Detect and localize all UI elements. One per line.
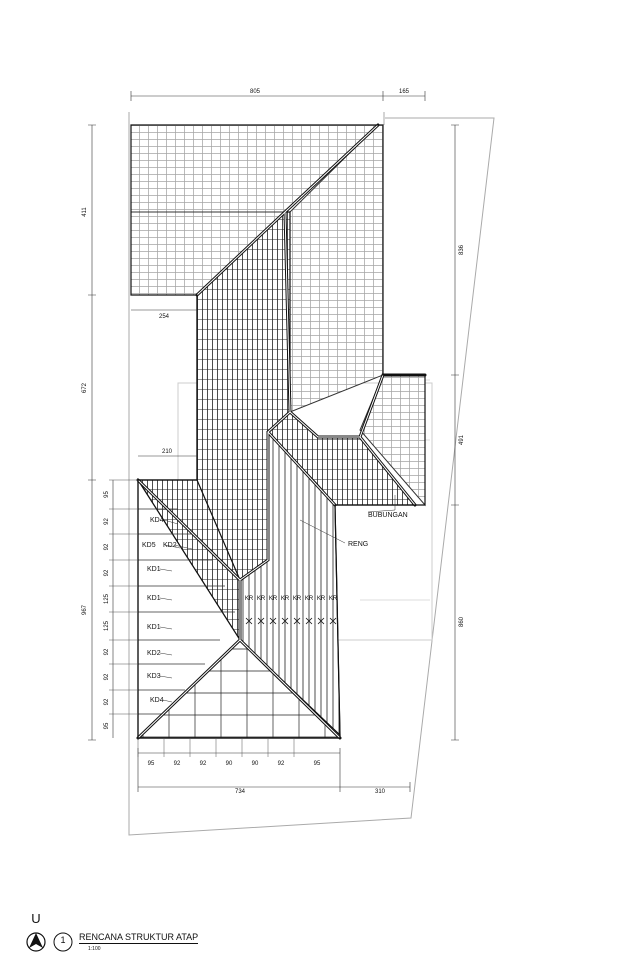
left-segment-dim: 125 [104,593,110,605]
dim-right-middle: 491 [459,434,465,446]
kd-label: KD5 [142,542,156,549]
bottom-segment-dim: 90 [225,761,233,767]
dim-inner-254: 254 [158,314,170,320]
dim-bottom-total: 734 [234,789,246,795]
kr-mark: KR [292,596,302,602]
kr-mark: KR [268,596,278,602]
left-segment-dim: 92 [104,673,110,681]
title-scale: 1:100 [88,946,101,952]
bubungan-label: BUBUNGAN [368,512,408,519]
left-segment-dim: 92 [104,698,110,706]
kd-label: KD4 [150,517,164,524]
north-letter: U [31,911,41,926]
left-segment-dim: 92 [104,569,110,577]
kr-mark: KR [244,596,254,602]
kd-label: KD2 [163,542,177,549]
kd-label: KD1 [147,595,161,602]
left-segment-dim: 92 [104,543,110,551]
dim-top-right: 165 [398,89,410,95]
left-segment-dims [104,480,138,729]
left-segment-dim: 95 [104,491,110,498]
left-segment-dim: 95 [104,722,110,730]
dim-bottom-right: 310 [374,789,386,795]
bottom-segment-dim: 95 [313,761,321,767]
kd-label: KD3 [147,673,161,680]
dim-right-lower: 860 [459,616,465,628]
kr-mark: KR [256,596,266,602]
kr-mark: KR [316,596,326,602]
bottom-segment-dims [138,738,321,767]
north-arrow-icon [26,928,46,954]
reng-label: RENG [348,541,369,548]
kd-label: KD1 [147,624,161,631]
bottom-segment-dim: 95 [147,761,155,767]
kd-label: KD2 [147,650,161,657]
kd-label: KD1 [147,566,161,573]
kd-label: KD4 [150,697,164,704]
dim-left-middle: 672 [82,382,88,394]
title-text: RENCANA STRUKTUR ATAP [79,932,199,942]
title-number: 1 [60,935,66,945]
left-segment-dim: 92 [104,648,110,656]
bottom-segment-dim: 90 [251,761,259,767]
left-segment-dim: 92 [104,518,110,525]
dim-inner-210: 210 [161,449,173,455]
dim-top-main: 805 [249,89,261,95]
dim-left-upper: 411 [82,207,88,217]
kr-mark: KR [304,596,314,602]
bottom-segment-dim: 92 [277,761,285,767]
kr-mark: KR [328,596,338,602]
bottom-segment-dim: 92 [173,761,181,767]
north-mark [29,911,43,926]
left-segment-dim: 125 [104,620,110,632]
bottom-segment-dim: 92 [199,761,207,767]
dim-left-lower: 967 [82,604,88,616]
dim-right-upper: 836 [459,244,465,256]
kr-mark: KR [280,596,290,602]
